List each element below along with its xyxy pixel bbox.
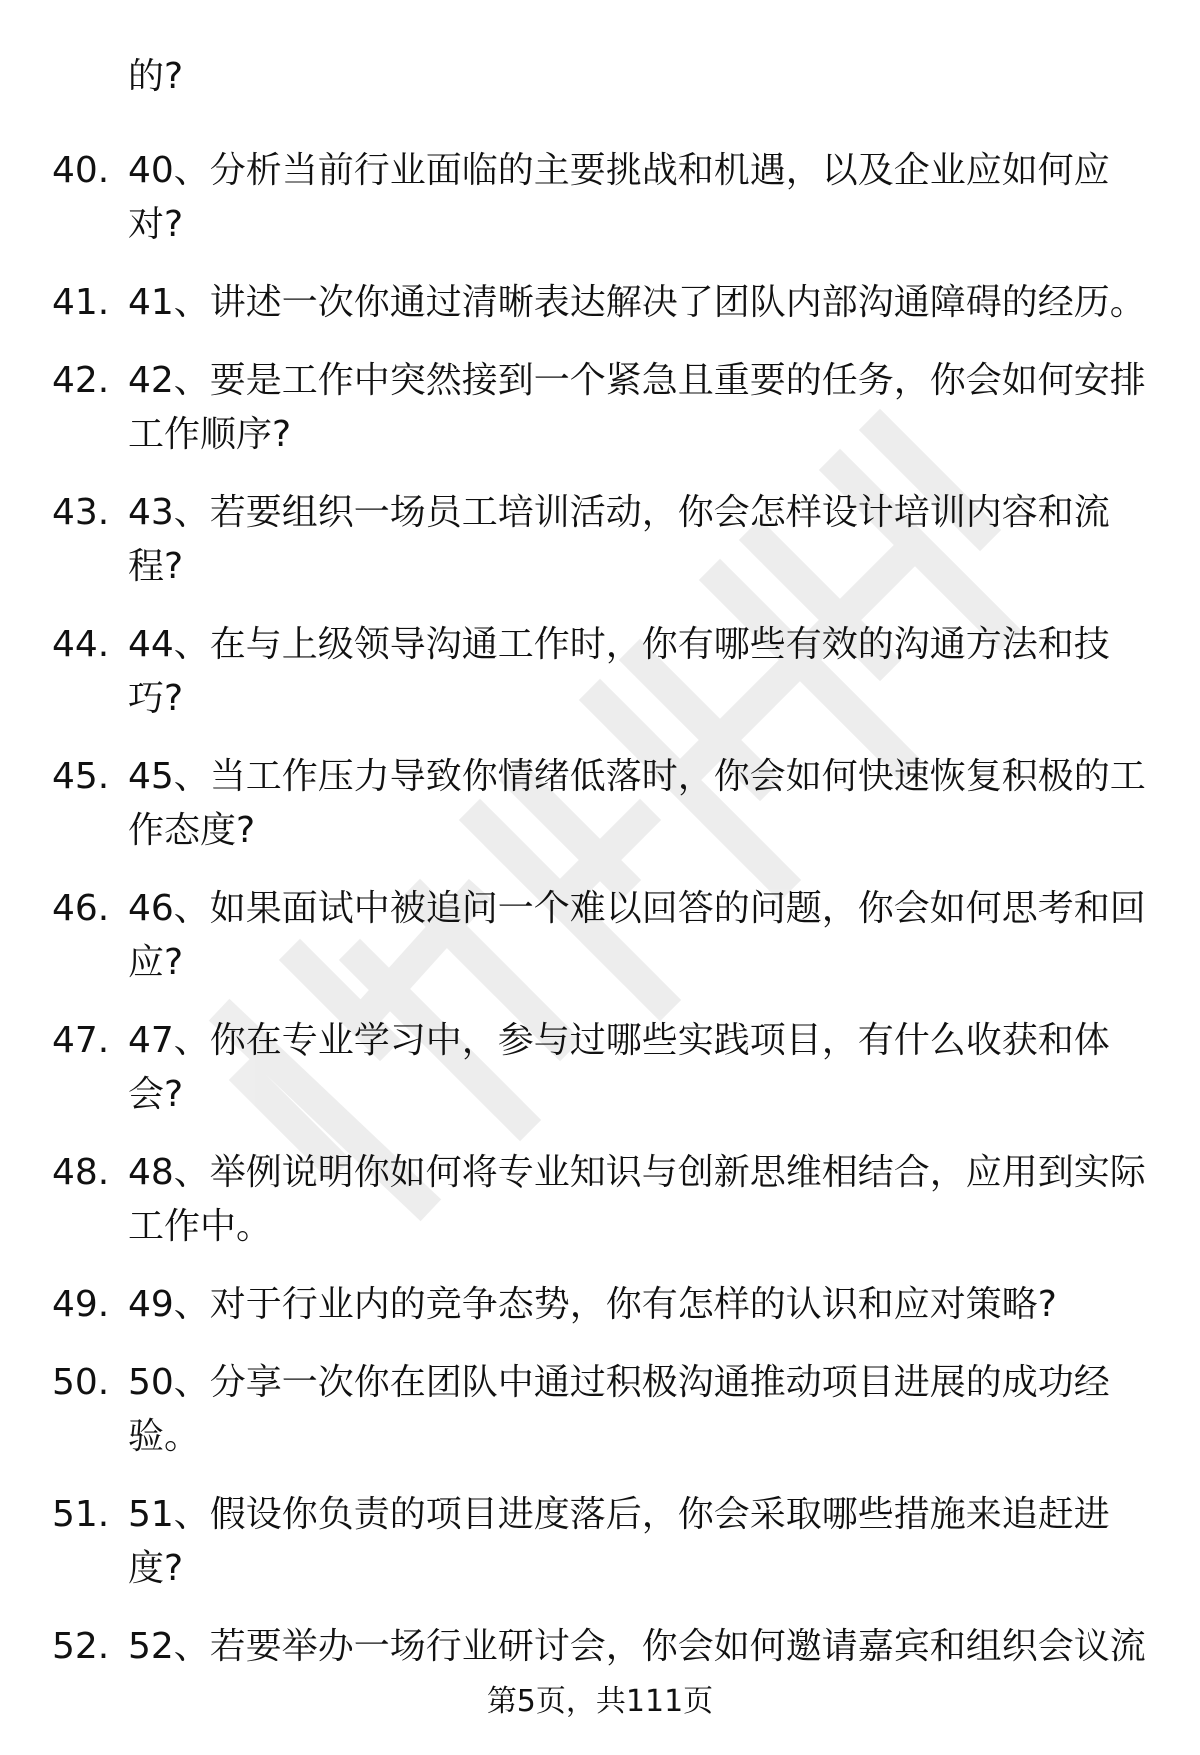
list-number: 52. bbox=[52, 1626, 110, 1667]
list-number: 45. bbox=[52, 756, 110, 797]
list-number: 51. bbox=[52, 1494, 110, 1535]
question-text: 48、举例说明你如何将专业知识与创新思维相结合，应用到实际工作中。 bbox=[128, 1152, 1146, 1247]
question-text: 42、要是工作中突然接到一个紧急且重要的任务，你会如何安排工作顺序? bbox=[128, 360, 1146, 455]
list-number: 43. bbox=[52, 492, 110, 533]
question-text: 40、分析当前行业面临的主要挑战和机遇，以及企业应如何应对? bbox=[128, 150, 1110, 245]
list-item bbox=[52, 750, 1162, 858]
question-text: 45、当工作压力导致你情绪低落时，你会如何快速恢复积极的工作态度? bbox=[128, 756, 1146, 851]
list-item bbox=[52, 354, 1162, 462]
question-text: 44、在与上级领导沟通工作时，你有哪些有效的沟通方法和技巧? bbox=[128, 624, 1110, 719]
question-text: 52、若要举办一场行业研讨会，你会如何邀请嘉宾和组织会议流 bbox=[128, 1626, 1146, 1667]
page-footer: 第5页，共111页 bbox=[486, 1684, 714, 1719]
question-text: 46、如果面试中被追问一个难以回答的问题，你会如何思考和回应? bbox=[128, 888, 1146, 983]
question-text: 50、分享一次你在团队中通过积极沟通推动项目进展的成功经验。 bbox=[128, 1362, 1110, 1457]
list-number: 44. bbox=[52, 624, 110, 665]
list-number: 48. bbox=[52, 1152, 110, 1193]
list-item bbox=[52, 1278, 1162, 1332]
list-number: 50. bbox=[52, 1362, 110, 1403]
list-item bbox=[52, 1014, 1162, 1122]
question-text: 49、对于行业内的竞争态势，你有怎样的认识和应对策略? bbox=[128, 1284, 1057, 1325]
list-number: 47. bbox=[52, 1020, 110, 1061]
list-number: 41. bbox=[52, 282, 110, 323]
list-item bbox=[52, 276, 1162, 330]
list-item bbox=[52, 1356, 1162, 1464]
list-item bbox=[52, 882, 1162, 990]
list-number: 46. bbox=[52, 888, 110, 929]
question-text: 43、若要组织一场员工培训活动，你会怎样设计培训内容和流程? bbox=[128, 492, 1110, 587]
list-item bbox=[52, 1146, 1162, 1254]
list-number: 49. bbox=[52, 1284, 110, 1325]
list-number: 42. bbox=[52, 360, 110, 401]
list-item bbox=[52, 486, 1162, 594]
question-list bbox=[52, 144, 1162, 1698]
continuation-text: 的? bbox=[128, 56, 184, 97]
question-text: 51、假设你负责的项目进度落后，你会采取哪些措施来追赶进度? bbox=[128, 1494, 1110, 1589]
question-text: 41、讲述一次你通过清晰表达解决了团队内部沟通障碍的经历。 bbox=[128, 282, 1146, 323]
list-item bbox=[52, 1488, 1162, 1596]
question-text: 47、你在专业学习中，参与过哪些实践项目，有什么收获和体会? bbox=[128, 1020, 1110, 1115]
list-item bbox=[52, 144, 1162, 252]
list-item bbox=[52, 1620, 1162, 1674]
list-item bbox=[52, 618, 1162, 726]
list-number: 40. bbox=[52, 150, 110, 191]
